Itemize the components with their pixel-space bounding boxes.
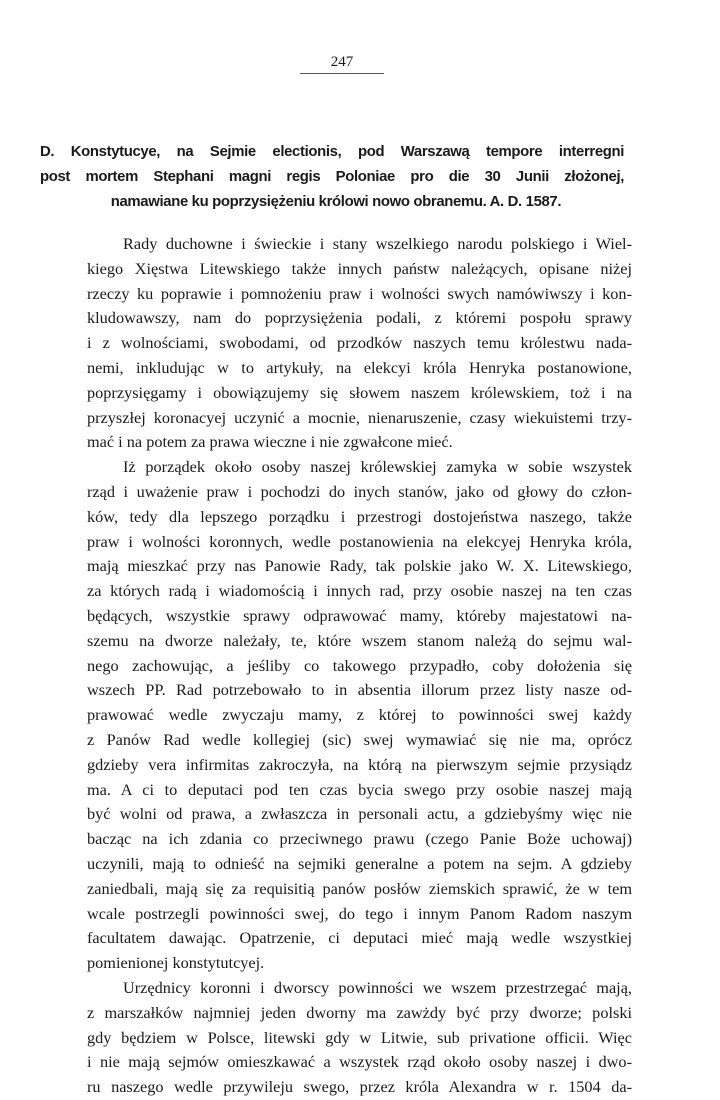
section-heading xyxy=(40,139,624,214)
body-text xyxy=(87,232,632,1100)
heading-line: post mortem Stephani magni regis Poloniae pro die 30 Junii złożonej, xyxy=(40,168,625,185)
text-line: nemi, inkludując w to artykuły, na elekcyi króla Henryka postanowione, xyxy=(87,357,632,377)
text-line: wcale postrzegli powinności swej, do tego i innym Panom Radom naszym xyxy=(87,903,632,923)
text-line: będących, wszystkie sprawy odprawować mamy, któreby majestatowi na- xyxy=(87,605,632,625)
text-line: szemu na dworze należały, te, które wszem stanom należą do sejmu wal- xyxy=(87,630,632,650)
text-line: wszech PP. Rad potrzebowało to in absentia illorum przez listy nasze od- xyxy=(87,680,632,700)
text-line: bacząc na ich zdania co przeciwnego prawu (czego Panie Boże uchowaj) xyxy=(87,829,632,849)
text-line: kiego Xięstwa Litewskiego także innych państw należących, opisane niżej xyxy=(87,258,632,278)
text-line: gdy będziem w Polsce, litewski gdy w Litwie, sub privatione officii. Więc xyxy=(87,1027,632,1047)
text-line: ków, tedy dla lepszego porządku i przestrogi dostojeństwa naszego, także xyxy=(87,506,632,526)
text-line: mają mieszkać przy nas Panowie Rady, tak polskie jako W. X. Litewskiego, xyxy=(87,556,632,576)
text-line: poprzysięgamy i obowiązujemy się słowem naszem królewskiem, toż i na xyxy=(87,382,632,402)
text-line: praw i wolności koronnych, wedle postanowienia na elekcyej Henryka króla, xyxy=(87,531,632,551)
text-line: rząd i uważenie praw i pochodzi do inych stanów, jako od głowy do człon- xyxy=(87,481,632,501)
page-number-rule xyxy=(300,73,384,74)
text-line: ma. A ci to deputaci pod ten czas bycia swego przy osobie naszej mają xyxy=(87,779,632,799)
text-line: Iż porządek około osoby naszej królewskiej zamyka w sobie wszystek xyxy=(123,457,632,477)
text-line: kludowawszy, nam do poprzysiężenia podali, z któremi pospołu sprawy xyxy=(87,308,632,328)
page-number: 247 xyxy=(330,54,354,70)
text-line: być wolni od prawa, a zwłaszcza in personali actu, a gdziebyśmy więc nie xyxy=(87,804,632,824)
text-line: i z wolnościami, swobodami, od przodków naszych temu królestwu nada- xyxy=(87,333,632,353)
heading-line: D. Konstytucye, na Sejmie electionis, pod Warszawą tempore interregni xyxy=(40,143,625,160)
text-line: i nie mają sejmów omieszkawać a wszystek rząd około osoby naszej i dwo- xyxy=(87,1052,632,1072)
text-line: nego zachowując, a jeśliby co takowego przypadło, coby dołożenia się xyxy=(87,655,632,675)
text-line: mać i na potem za prawa wieczne i nie zgwałcone mieć. xyxy=(87,432,453,452)
text-line: pomienionej konstytutcyej. xyxy=(87,953,265,973)
text-line: rzeczy ku poprawie i pomnożeniu praw i wolności swych namówiwszy i kon- xyxy=(87,283,632,303)
text-line: uczynili, mają to odnieść na sejmiki generalne a potem na sejm. A gdzieby xyxy=(87,853,632,873)
text-line: za których radą i wiadomością i innych rad, przy osobie naszej na ten czas xyxy=(87,581,632,601)
text-line: z Panów Rad wedle kollegiej (sic) swej wymawiać się nie ma, oprócz xyxy=(87,729,632,749)
text-line: prawować wedle zwyczaju mamy, z której to powinności swej każdy xyxy=(87,705,632,725)
text-line: facultatem dawając. Opatrzenie, ci deputaci mieć mają wedle wszystkiej xyxy=(87,928,632,948)
text-line: Urzędnicy koronni i dworscy powinności we wszem przestrzegać mają, xyxy=(123,977,632,997)
text-line: z marszałków najmniej jeden dworny ma zawżdy być przy dworze; polski xyxy=(87,1002,632,1022)
text-line: gdzieby vera infirmitas zakroczyła, na którą na pierwszym sejmie przysiądz xyxy=(87,754,632,774)
text-line: ru naszego wedle przywileju swego, przez króla Alexandra w r. 1504 da- xyxy=(87,1077,632,1097)
text-line: przyszłej koronacyej uczynić a mocnie, nienaruszenie, czasy wiekuistemi trzy- xyxy=(87,407,632,427)
text-line: zaniedbali, mają się za requisitią panów posłów ziemskich sprawić, że w tem xyxy=(87,878,632,898)
text-line: Rady duchowne i świeckie i stany wszelkiego narodu polskiego i Wiel- xyxy=(123,234,632,253)
heading-line: namawiane ku poprzysiężeniu królowi nowo obranemu. A. D. 1587. xyxy=(110,193,562,210)
